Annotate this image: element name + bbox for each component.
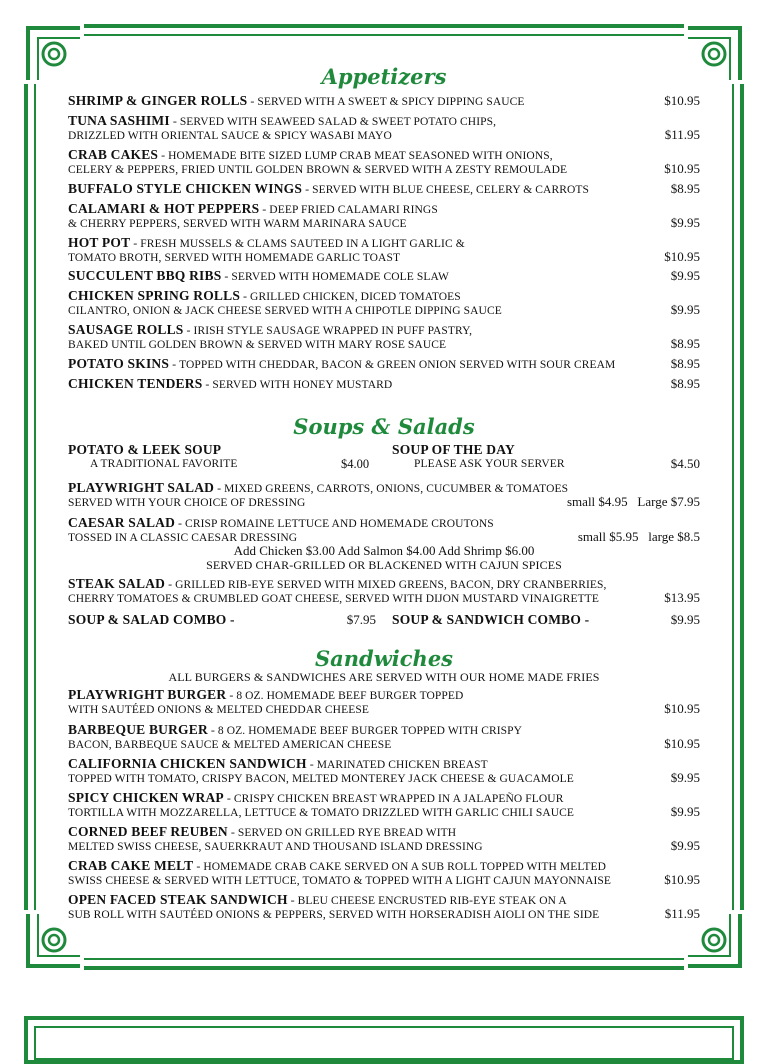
item-name: POTATO SKINS [68, 356, 170, 371]
item-price: $10.95 [664, 93, 700, 108]
item-price: $9.95 [670, 268, 700, 283]
item-price: $8.95 [670, 356, 700, 371]
item-description: MIXED GREENS, CARROTS, ONIONS, CUCUMBER & TOMATOES [224, 483, 569, 495]
item-description: PLEASE ASK YOUR SERVER [414, 458, 565, 470]
item-description: CELERY & PEPPERS, FRIED UNTIL GOLDEN BROWN & SERVED WITH A ZESTY REMOULADE [68, 164, 568, 176]
item-description: 8 OZ. HOMEMADE BEEF BURGER TOPPED WITH CRISPY [217, 725, 523, 737]
item-name: CALAMARI & HOT PEPPERS [68, 201, 260, 216]
item-description: TOMATO BROTH, SERVED WITH HOMEMADE GARLIC TOAST [68, 252, 401, 264]
item-name: CAESAR SALAD [68, 515, 176, 530]
item-name: BUFFALO STYLE CHICKEN WINGS [68, 181, 303, 196]
item-description: 8 OZ. HOMEMADE BEEF BURGER TOPPED [236, 690, 464, 702]
item-description: MELTED SWISS CHEESE, SAUERKRAUT AND THOUSAND ISLAND DRESSING [68, 841, 483, 853]
item-description: MARINATED CHICKEN BREAST [316, 759, 488, 771]
potato-leek-soup [68, 443, 368, 471]
menu-item: SHRIMP & GINGER ROLLS - SERVED WITH A SWEET & SPICY DIPPING SAUCE $10.95 [68, 93, 700, 108]
item-name: SPICY CHICKEN WRAP [68, 790, 224, 805]
caesar-addons: Add Chicken $3.00 Add Salmon $4.00 Add Shrimp $6.00 [233, 543, 535, 558]
item-description: CILANTRO, ONION & JACK CHEESE SERVED WITH A CHIPOTLE DIPPING SAUCE [68, 305, 502, 317]
item-description: SUB ROLL WITH SAUTÉED ONIONS & PEPPERS, SERVED WITH HORSERADISH AIOLI ON THE SIDE [68, 909, 600, 921]
item-description: CRISPY CHICKEN BREAST WRAPPED IN A JALAPEÑO FLOUR [233, 793, 564, 805]
item-price: $8.95 [670, 376, 700, 391]
item-name: SOUP & SANDWICH COMBO - [392, 612, 590, 627]
item-name: SUCCULENT BBQ RIBS [68, 268, 222, 283]
item-price: $8.95 [670, 336, 700, 351]
menu-item: BUFFALO STYLE CHICKEN WINGS - SERVED WITH BLUE CHEESE, CELERY & CARROTS $8.95 [68, 181, 700, 196]
soups-salads-title: Soups & Salads [293, 414, 475, 439]
item-description: TOPPED WITH TOMATO, CRISPY BACON, MELTED MONTEREY JACK CHEESE & GUACAMOLE [68, 773, 574, 785]
item-description: BLEU CHEESE ENCRUSTED RIB-EYE STEAK ON A [297, 895, 567, 907]
item-description: DEEP FRIED CALAMARI RINGS [269, 204, 438, 216]
item-name: SHRIMP & GINGER ROLLS [68, 93, 248, 108]
item-description: BAKED UNTIL GOLDEN BROWN & SERVED WITH MARY ROSE SAUCE [68, 339, 447, 351]
menu-item: SUCCULENT BBQ RIBS - SERVED WITH HOMEMADE COLE SLAW $9.95 [68, 268, 700, 283]
item-price: $9.95 [670, 612, 700, 627]
item-price: $9.95 [670, 804, 700, 819]
item-description: TORTILLA WITH MOZZARELLA, LETTUCE & TOMATO DRIZZLED WITH GARLIC CHILI SAUCE [68, 807, 575, 819]
menu-item: CALAMARI & HOT PEPPERS - DEEP FRIED CALAMARI RINGS & CHERRY PEPPERS, SERVED WITH WARM MARINARA SAUCE $9.95 [68, 201, 700, 230]
item-name: POTATO & LEEK SOUP [68, 442, 222, 457]
soup-of-the-day [392, 443, 700, 471]
item-description: HOMEMADE BITE SIZED LUMP CRAB MEAT SEASONED WITH ONIONS, [168, 150, 553, 162]
item-name: SOUP OF THE DAY [392, 442, 515, 457]
item-description: SERVED ON GRILLED RYE BREAD WITH [237, 827, 457, 839]
item-price: $4.50 [670, 456, 700, 471]
item-name: BARBEQUE BURGER [68, 722, 208, 737]
menu-item: POTATO SKINS - TOPPED WITH CHEDDAR, BACON & GREEN ONION SERVED WITH SOUR CREAM $8.95 [68, 356, 700, 371]
item-description: WITH SAUTÉED ONIONS & MELTED CHEDDAR CHEESE [68, 704, 369, 716]
item-description: TOSSED IN A CLASSIC CAESAR DRESSING [68, 532, 298, 544]
item-description: DRIZZLED WITH ORIENTAL SAUCE & SPICY WASABI MAYO [68, 130, 392, 142]
menu-item: CRAB CAKE MELT - HOMEMADE CRAB CAKE SERVED ON A SUB ROLL TOPPED WITH MELTED SWISS CHEESE & SERVED WITH LETTUCE, TOMATO & TOPPED WITH A LIGHT CAJUN MAYONNAISE $10.95 [68, 858, 700, 887]
menu-item: OPEN FACED STEAK SANDWICH - BLEU CHEESE ENCRUSTED RIB-EYE STEAK ON A SUB ROLL WITH SAUTÉED ONIONS & PEPPERS, SERVED WITH HORSERADISH AIOLI ON THE SIDE $11.95 [68, 892, 700, 921]
item-price: $10.95 [664, 701, 700, 716]
soup-sandwich-combo [392, 613, 700, 627]
item-description: CRISP ROMAINE LETTUCE AND HOMEMADE CROUTONS [185, 518, 494, 530]
item-name: CHICKEN TENDERS [68, 376, 203, 391]
item-description: SERVED WITH BLUE CHEESE, CELERY & CARROTS [312, 184, 590, 196]
item-price: small $5.95 large $8.5 [577, 529, 700, 544]
item-price: $8.95 [670, 181, 700, 196]
item-price: $10.95 [664, 736, 700, 751]
menu-item: SAUSAGE ROLLS - IRISH STYLE SAUSAGE WRAPPED IN PUFF PASTRY, BAKED UNTIL GOLDEN BROWN & SERVED WITH MARY ROSE SAUCE $8.95 [68, 322, 700, 351]
item-description: GRILLED RIB-EYE SERVED WITH MIXED GREENS, BACON, DRY CRANBERRIES, [175, 579, 607, 591]
item-name: CRAB CAKE MELT [68, 858, 194, 873]
item-price: $10.95 [664, 249, 700, 264]
menu-item: CHICKEN SPRING ROLLS - GRILLED CHICKEN, DICED TOMATOES CILANTRO, ONION & JACK CHEESE SERVED WITH A CHIPOTLE DIPPING SAUCE $9.95 [68, 288, 700, 317]
item-name: PLAYWRIGHT BURGER [68, 687, 227, 702]
item-description: SWISS CHEESE & SERVED WITH LETTUCE, TOMATO & TOPPED WITH A LIGHT CAJUN MAYONNAISE [68, 875, 612, 887]
item-name: CRAB CAKES [68, 147, 159, 162]
playwright-salad: PLAYWRIGHT SALAD - MIXED GREENS, CARROTS, ONIONS, CUCUMBER & TOMATOES SERVED WITH YOUR CHOICE OF DRESSING small $4.95 Large $7.95 [68, 480, 700, 509]
item-price: $9.95 [670, 838, 700, 853]
menu-item: CHICKEN TENDERS - SERVED WITH HONEY MUSTARD $8.95 [68, 376, 700, 391]
menu-item: CRAB CAKES - HOMEMADE BITE SIZED LUMP CRAB MEAT SEASONED WITH ONIONS, CELERY & PEPPERS, FRIED UNTIL GOLDEN BROWN & SERVED WITH A ZESTY REMOULADE $10.95 [68, 147, 700, 176]
item-description: CHERRY TOMATOES & CRUMBLED GOAT CHEESE, SERVED WITH DIJON MUSTARD VINAIGRETTE [68, 593, 599, 605]
item-price: $13.95 [664, 590, 700, 605]
item-description: BACON, BARBEQUE SAUCE & MELTED AMERICAN CHEESE [68, 739, 392, 751]
menu-item: BARBEQUE BURGER - 8 OZ. HOMEMADE BEEF BURGER TOPPED WITH CRISPY BACON, BARBEQUE SAUCE & MELTED AMERICAN CHEESE $10.95 [68, 722, 700, 751]
item-description: TOPPED WITH CHEDDAR, BACON & GREEN ONION SERVED WITH SOUR CREAM [179, 359, 616, 371]
menu-item: TUNA SASHIMI - SERVED WITH SEAWEED SALAD & SWEET POTATO CHIPS, DRIZZLED WITH ORIENTAL SAUCE & SPICY WASABI MAYO $11.95 [68, 113, 700, 142]
sandwiches-note: ALL BURGERS & SANDWICHES ARE SERVED WITH OUR HOME MADE FRIES [168, 670, 600, 684]
item-price: $9.95 [670, 215, 700, 230]
item-description: IRISH STYLE SAUSAGE WRAPPED IN PUFF PASTRY, [193, 325, 473, 337]
item-description: A TRADITIONAL FAVORITE [90, 458, 238, 470]
item-description: FRESH MUSSELS & CLAMS SAUTEED IN A LIGHT GARLIC & [140, 238, 465, 250]
caesar-salad: CAESAR SALAD - CRISP ROMAINE LETTUCE AND HOMEMADE CROUTONS TOSSED IN A CLASSIC CAESAR DRESSING small $5.95 large $8.5 [68, 515, 700, 544]
item-name: CORNED BEEF REUBEN [68, 824, 228, 839]
item-description: & CHERRY PEPPERS, SERVED WITH WARM MARINARA SAUCE [68, 218, 407, 230]
item-price: $4.00 [341, 457, 370, 471]
appetizers-title: Appetizers [321, 64, 447, 89]
item-name: HOT POT [68, 235, 131, 250]
item-price: $9.95 [670, 770, 700, 785]
item-name: CHICKEN SPRING ROLLS [68, 288, 241, 303]
item-description: SERVED WITH HONEY MUSTARD [212, 379, 393, 391]
item-description: GRILLED CHICKEN, DICED TOMATOES [250, 291, 461, 303]
menu-item: PLAYWRIGHT BURGER - 8 OZ. HOMEMADE BEEF BURGER TOPPED WITH SAUTÉED ONIONS & MELTED CHEDDAR CHEESE $10.95 [68, 687, 700, 716]
item-description: HOMEMADE CRAB CAKE SERVED ON A SUB ROLL TOPPED WITH MELTED [203, 861, 607, 873]
caesar-addons-note: SERVED CHAR-GRILLED OR BLACKENED WITH CAJUN SPICES [206, 558, 562, 572]
item-price: $10.95 [664, 872, 700, 887]
next-page-border [24, 1016, 744, 1036]
item-name: PLAYWRIGHT SALAD [68, 480, 215, 495]
item-name: TUNA SASHIMI [68, 113, 170, 128]
item-price: $11.95 [664, 127, 700, 142]
item-price: $11.95 [664, 906, 700, 921]
item-description: SERVED WITH A SWEET & SPICY DIPPING SAUCE [257, 96, 525, 108]
menu-item: CORNED BEEF REUBEN - SERVED ON GRILLED RYE BREAD WITH MELTED SWISS CHEESE, SAUERKRAUT AND THOUSAND ISLAND DRESSING $9.95 [68, 824, 700, 853]
menu-item: SPICY CHICKEN WRAP - CRISPY CHICKEN BREAST WRAPPED IN A JALAPEÑO FLOUR TORTILLA WITH MOZZARELLA, LETTUCE & TOMATO DRIZZLED WITH GARLIC CHILI SAUCE $9.95 [68, 790, 700, 819]
item-price: $9.95 [670, 302, 700, 317]
item-price: small $4.95 Large $7.95 [567, 494, 700, 509]
steak-salad: STEAK SALAD - GRILLED RIB-EYE SERVED WITH MIXED GREENS, BACON, DRY CRANBERRIES, CHERRY TOMATOES & CRUMBLED GOAT CHEESE, SERVED WITH DIJON MUSTARD VINAIGRETTE $13.95 [68, 576, 700, 605]
item-price: $7.95 [346, 612, 376, 627]
item-description: SERVED WITH SEAWEED SALAD & SWEET POTATO CHIPS, [179, 116, 497, 128]
item-description: SERVED WITH HOMEMADE COLE SLAW [231, 271, 449, 283]
item-name: OPEN FACED STEAK SANDWICH [68, 892, 288, 907]
soup-salad-combo [68, 613, 376, 627]
item-name: SOUP & SALAD COMBO - [68, 612, 235, 627]
item-price: $10.95 [664, 161, 700, 176]
menu-item: CALIFORNIA CHICKEN SANDWICH - MARINATED CHICKEN BREAST TOPPED WITH TOMATO, CRISPY BACON, MELTED MONTEREY JACK CHEESE & GUACAMOLE $9.95 [68, 756, 700, 785]
item-name: CALIFORNIA CHICKEN SANDWICH [68, 756, 307, 771]
menu-item: HOT POT - FRESH MUSSELS & CLAMS SAUTEED IN A LIGHT GARLIC & TOMATO BROTH, SERVED WITH HOMEMADE GARLIC TOAST $10.95 [68, 235, 700, 264]
item-name: STEAK SALAD [68, 576, 166, 591]
item-name: SAUSAGE ROLLS [68, 322, 184, 337]
sandwiches-title: Sandwiches [314, 646, 454, 671]
inner-border [34, 1026, 734, 1060]
item-description: SERVED WITH YOUR CHOICE OF DRESSING [68, 497, 306, 509]
